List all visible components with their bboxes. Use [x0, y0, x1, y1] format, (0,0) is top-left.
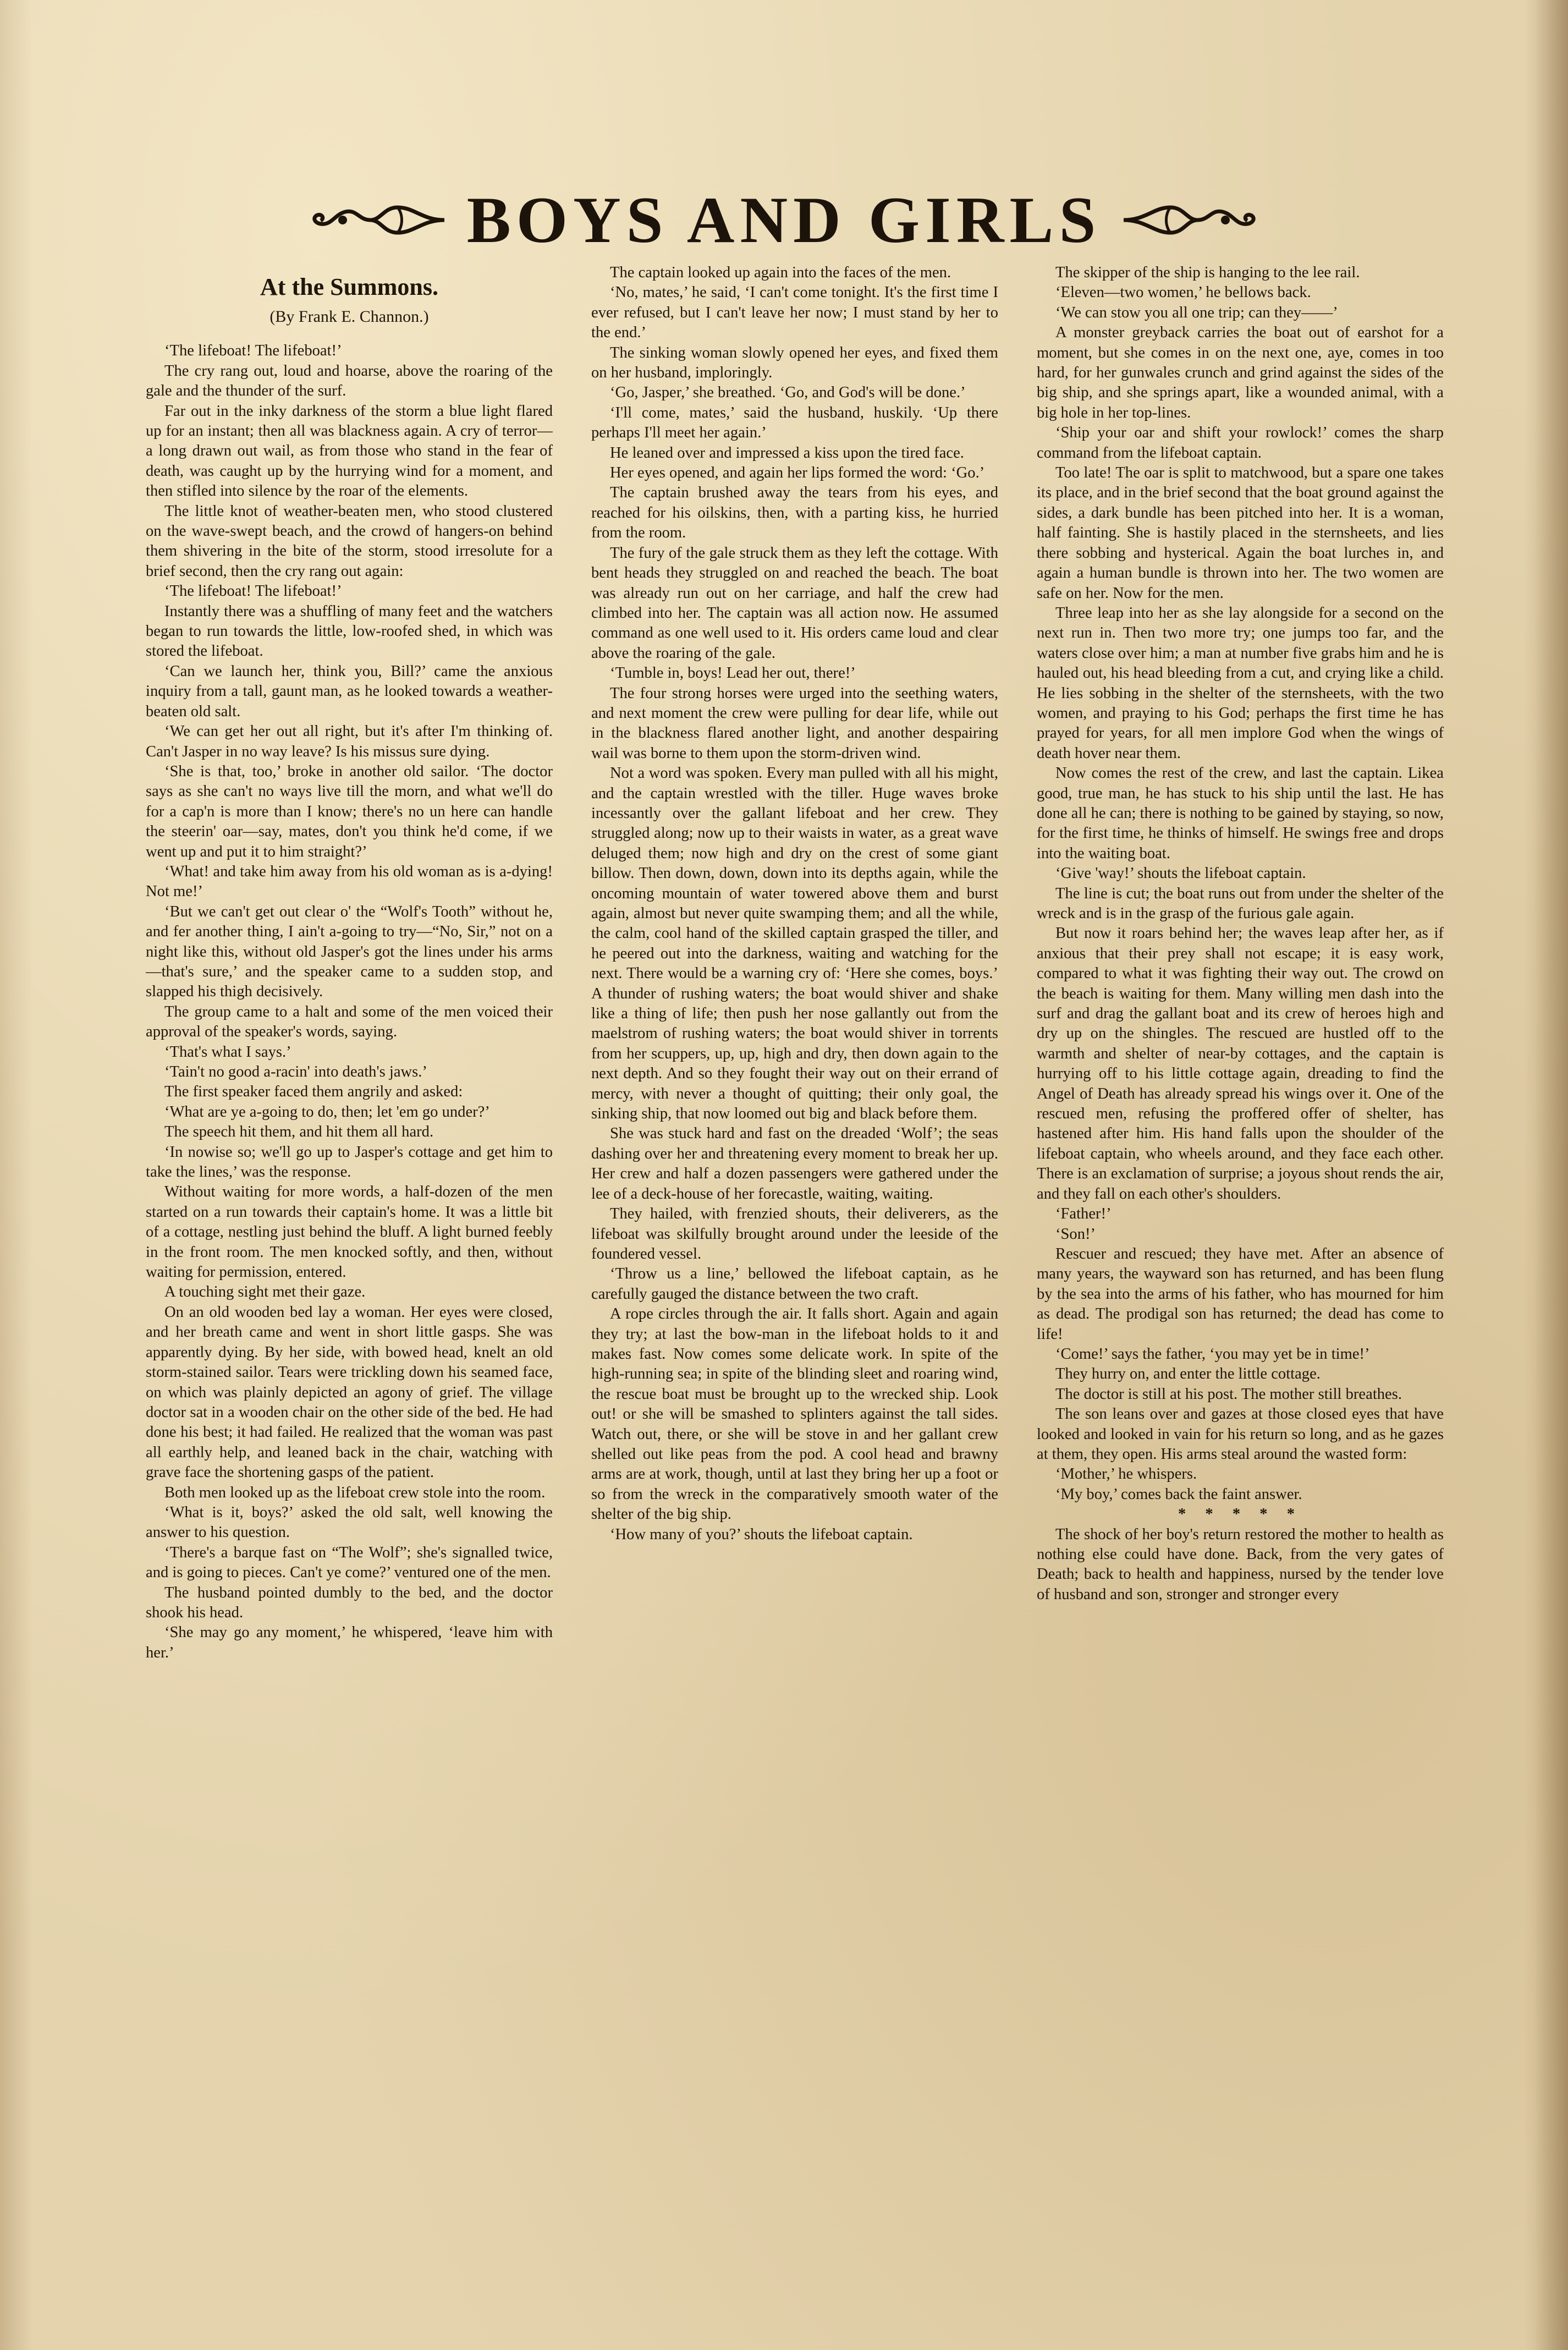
- paragraph: A monster greyback carries the boat out of earshot for a moment, but she comes in on the next one, aye, comes in too hard, for her gunwales crunch and grind against the sides of the big ship, and she springs apart, like a wounded animal, with a big hole in her top-lines.: [1037, 324, 1444, 421]
- paragraph: But now it roars behind her; the waves leap after her, as if anxious that their prey shall not escape; it is easy work, compared to what it was fighting their way out. The crowd on the beach is waiting for them. Many willing men dash into the surf and drag the gallant boat and its crew of heroes high and dry up on the shingles. The rescued are hustled off to the warmth and shelter of near-by cottages, and the captain is hurrying off to his little cottage again, dreading to find the Angel of Death has already spread his wings over it. One of the rescued men, refusing the proffered offer of shelter, has hastened after him. His hand falls upon the shoulder of the lifeboat captain, who wheels around, and they face each other. There is an exclamation of surprise; a joyous shout rends the air, and they fall on each other's shoulders.: [1037, 925, 1444, 1203]
- column-3: [1037, 263, 1444, 2249]
- paragraph: The cry rang out, loud and hoarse, above the roaring of the gale and the thunder of the surf.: [146, 362, 553, 400]
- paragraph: ‘Can we launch her, think you, Bill?’ came the anxious inquiry from a tall, gaunt man, as he looked towards a weather-beaten old salt.: [146, 662, 553, 720]
- paragraph: ‘How many of you?’ shouts the lifeboat captain.: [610, 1525, 913, 1543]
- paragraph: The son leans over and gazes at those closed eyes that have looked and looked in vain for his return so long, and as he gazes at them, they open. His arms steal around the wasted form:: [1037, 1405, 1444, 1463]
- paragraph: The little knot of weather-beaten men, who stood clustered on the wave-swept beach, and the crowd of hangers-on behind them shivering in the bite of the storm, stood irresolute for a brief second, then the cry rang out again:: [146, 502, 553, 580]
- paragraph: They hailed, with frenzied shouts, their deliverers, as the lifeboat was skilfully brought around under the leeside of the foundered vessel.: [591, 1205, 998, 1262]
- paragraph: ‘We can get her out all right, but it's after I'm thinking of. Can't Jasper in no way leave? Is his missus sure dying.: [146, 723, 553, 760]
- paragraph: ‘We can stow you all one trip; can they——’: [1055, 304, 1338, 321]
- paragraph: * * * * *: [1178, 1506, 1303, 1523]
- paragraph: On an old wooden bed lay a woman. Her eyes were closed, and her breath came and went in short little gasps. She was apparently dying. By her side, with bowed head, knelt an old storm-stained sailor. Tears were trickling down his seamed face, on which was plainly depicted an agony of grief. The village doctor sat in a wooden chair on the other side of the bed. He had done his best; it had failed. He realized that the woman was past all earthly help, and leaned back in the chair, watching with grave face the shortening gasps of the patient.: [146, 1303, 553, 1481]
- paragraph: ‘No, mates,’ he said, ‘I can't come tonight. It's the first time I ever refused, but I can't leave her now; I must stand by her to the end.’: [591, 284, 998, 342]
- paragraph: The captain brushed away the tears from his eyes, and reached for his oilskins, then, with a parting kiss, he hurried from the room.: [591, 484, 998, 542]
- paragraph: The first speaker faced them angrily and asked:: [164, 1083, 463, 1101]
- paragraph: ‘Father!’: [1055, 1205, 1112, 1223]
- paragraph: The skipper of the ship is hanging to the lee rail.: [1055, 264, 1360, 281]
- column-2: [591, 263, 998, 2249]
- paragraph: ‘Eleven—two women,’ he bellows back.: [1055, 284, 1311, 301]
- paragraph: A rope circles through the air. It falls short. Again and again they try; at last the bow-man in the lifeboat holds to it and makes fast. Now comes some delicate work. In spite of the high-running sea; in spite of the blinding sleet and roaring wind, the rescue boat must be brought up to the wrecked ship. Look out! or she will be smashed to splinters against the tall sides. Watch out, there, or she will be stove in and her gallant crew shelled out like peas from the pod. A cool head and brawny arms are at work, though, until at last they bring her up a foot or so from the wreck in the comparatively smooth water of the shelter of the big ship.: [591, 1305, 998, 1523]
- paragraph: ‘That's what I says.’: [164, 1043, 291, 1061]
- paragraph: ‘I'll come, mates,’ said the husband, huskily. ‘Up there perhaps I'll meet her again.’: [591, 404, 998, 442]
- section-title: BOYS AND GIRLS: [466, 183, 1102, 256]
- paragraph: The four strong horses were urged into the seething waters, and next moment the crew were pulling for dear life, while out in the blackness flared another light, and another despairing wail was borne to them upon the storm-driven wind.: [591, 684, 998, 762]
- paragraph: ‘But we can't get out clear o' the “Wolf's Tooth” without he, and fer another thing, I ain't a-going to try—“No, Sir,” not on a night like this, without old Jasper's got the lines under his arms—that's sure,’ and the speaker came to a sudden stop, and slapped his thigh decisively.: [146, 903, 553, 1001]
- paragraph: The doctor is still at his post. The mother still breathes.: [1055, 1385, 1402, 1403]
- paragraph: ‘Ship your oar and shift your rowlock!’ comes the sharp command from the lifeboat captain.: [1037, 424, 1444, 462]
- paragraph: Not a word was spoken. Every man pulled with all his might, and the captain wrestled with the tiller. Huge waves broke incessantly over the gallant lifeboat and her crew. They struggled along; now up to their waists in water, as a great wave deluged them; now high and dry on the crest of some giant billow. Then down, down, down into its depths again, while the oncoming mountain of water towered above them and burst again, almost but never quite swamping them; and all the while, the calm, cool hand of the skilled captain grasped the tiller, and he peered out into the darkness, waiting and watching for the next. There would be a warning cry of: ‘Here she comes, boys.’ A thunder of rushing waters; the boat would shiver and shake like a thing of life; then push her nose gallantly out from the maelstrom of rushing waters; the boat would shiver in torrents from her scuppers, up, up, high and dry, then down again to the next depth. And so they fought their way out on their errand of mercy, with never a thought of quitting; their only goal, the sinking ship, that now loomed out big and black before them.: [591, 765, 998, 1123]
- paragraph: A touching sight met their gaze.: [164, 1283, 366, 1301]
- paragraph: Without waiting for more words, a half-dozen of the men started on a run towards their captain's home. It was a little bit of a cottage, nestling just behind the bluff. A light burned feebly in the front room. The men knocked softly, and then, without waiting for permission, entered.: [146, 1183, 553, 1281]
- paragraph: ‘My boy,’ comes back the faint answer.: [1055, 1485, 1302, 1503]
- paragraph: She was stuck hard and fast on the dreaded ‘Wolf’; the seas dashing over her and threatening every moment to break her up. Her crew and half a dozen passengers were gathered under the lee of a deck-house of her forecastle, waiting, waiting.: [591, 1125, 998, 1203]
- paragraph: ‘Mother,’ he whispers.: [1055, 1465, 1197, 1483]
- paragraph: ‘Go, Jasper,’ she breathed. ‘Go, and God's will be done.’: [610, 384, 966, 402]
- paragraph: ‘Tumble in, boys! Lead her out, there!’: [610, 665, 856, 682]
- story-title: At the Summons.: [260, 273, 438, 300]
- paragraph: Now comes the rest of the crew, and last the captain. Likea good, true man, he has stuck to his ship until the last. He has done all he can; there is nothing to be gained by staying, so now, for the first time, he thinks of himself. He swings free and drops into the waiting boat.: [1037, 765, 1444, 862]
- paragraph: ‘What are ye a-going to do, then; let 'em go under?’: [164, 1103, 490, 1121]
- left-ornament-icon: [310, 195, 447, 245]
- paragraph: Instantly there was a shuffling of many feet and the watchers began to run towards the little, low-roofed shed, in which was stored the lifeboat.: [146, 602, 553, 660]
- paragraph: ‘What is it, boys?’ asked the old salt, well knowing the answer to his question.: [146, 1503, 553, 1541]
- paragraph: The shock of her boy's return restored the mother to health as nothing else could have done. Back, from the very gates of Death; back to health and happiness, nursed by the tender love of husband and son, stronger and stronger every: [1037, 1525, 1444, 1603]
- paragraph: The husband pointed dumbly to the bed, and the doctor shook his head.: [146, 1584, 553, 1621]
- paragraph: ‘Throw us a line,’ bellowed the lifeboat captain, as he carefully gauged the distance between the two craft.: [591, 1265, 998, 1303]
- paragraph: ‘Give 'way!’ shouts the lifeboat captain.: [1055, 865, 1306, 882]
- paragraph: The line is cut; the boat runs out from under the shelter of the wreck and is in the grasp of the furious gale again.: [1037, 885, 1444, 922]
- paragraph: ‘The lifeboat! The lifeboat!’: [164, 583, 342, 600]
- paragraph: The speech hit them, and hit them all hard.: [164, 1123, 434, 1141]
- paragraph: ‘The lifeboat! The lifeboat!’: [164, 342, 342, 360]
- paragraph: ‘In nowise so; we'll go up to Jasper's cottage and get him to take the lines,’ was the response.: [146, 1143, 553, 1181]
- paragraph: The group came to a halt and some of the men voiced their approval of the speaker's words, saying.: [146, 1003, 553, 1041]
- column-1: [146, 263, 553, 2249]
- paragraph: ‘Tain't no good a-racin' into death's jaws.’: [164, 1063, 427, 1081]
- paragraph: ‘Come!’ says the father, ‘you may yet be in time!’: [1055, 1345, 1370, 1363]
- right-ornament-icon: [1121, 195, 1258, 245]
- paragraph: The fury of the gale struck them as they left the cottage. With bent heads they struggled on and reached the beach. The boat was already run out on her carriage, and half the crew had climbed into her. The captain was all action now. He assumed command as one well used to it. His orders came loud and clear above the roaring of the gale.: [591, 544, 998, 662]
- paragraph: Both men looked up as the lifeboat crew stole into the room.: [164, 1484, 546, 1501]
- paragraph: ‘There's a barque fast on “The Wolf”; she's signalled twice, and is going to pieces. Can't ye come?’ ventured one of the men.: [146, 1544, 553, 1582]
- article-columns: [146, 263, 1444, 2249]
- paragraph: The captain looked up again into the faces of the men.: [610, 264, 951, 281]
- paragraph: Too late! The oar is split to matchwood, but a spare one takes its place, and in the brief second that the boat ground against the sides, a dark bundle has been pitched into her. It is a woman, half fainting. She is hastily placed in the sternsheets, and lies there sobbing and hysterical. Again the boat lurches in, and again a human bundle is thrown into her. The two women are safe on her. Now for the men.: [1037, 464, 1444, 602]
- paragraph: ‘She is that, too,’ broke in another old sailor. ‘The doctor says as she can't no ways live till the morn, and what we'll do for a cap'n is more than I know; there's no un here can handle the steerin' oar—say, mates, don't you think he'd come, if we went up and put it to him straight?’: [146, 762, 553, 860]
- paragraph: Her eyes opened, and again her lips formed the word: ‘Go.’: [610, 464, 985, 482]
- section-header: [0, 182, 1568, 259]
- paragraph: The sinking woman slowly opened her eyes, and fixed them on her husband, imploringly.: [591, 344, 998, 382]
- paragraph: He leaned over and impressed a kiss upon the tired face.: [610, 444, 964, 462]
- paragraph: ‘She may go any moment,’ he whispered, ‘leave him with her.’: [146, 1624, 553, 1661]
- paragraph: Far out in the inky darkness of the storm a blue light flared up for an instant; then all was blackness again. A cry of terror—a long drawn out wail, as from those who stand in the fear of death, was caught up by the hurrying wind for a moment, and then stifled into silence by the roar of the elements.: [146, 402, 553, 500]
- paragraph: ‘Son!’: [1055, 1225, 1096, 1243]
- paragraph: ‘What! and take him away from his old woman as is a-dying! Not me!’: [146, 863, 553, 901]
- page-fold-shadow: [1534, 0, 1568, 2350]
- paragraph: They hurry on, and enter the little cottage.: [1055, 1365, 1321, 1383]
- paragraph: Three leap into her as she lay alongside for a second on the next run in. Then two more try; one jumps too far, and the waters close over him; a man at number five grabs him and he is hauled out, his head bleeding from a cut, and crying like a child. He lies sobbing in the shelter of the sternsheets, with the two women, and praying to his God; perhaps the first time he has prayed for years, for all men implore God when the wings of death hover near them.: [1037, 604, 1444, 762]
- story-byline: (By Frank E. Channon.): [269, 308, 429, 326]
- paragraph: Rescuer and rescued; they have met. After an absence of many years, the wayward son has returned, and has been flung by the sea into the arms of his father, who has mourned for him as dead. The prodigal son has returned; the dead has come to life!: [1037, 1245, 1444, 1343]
